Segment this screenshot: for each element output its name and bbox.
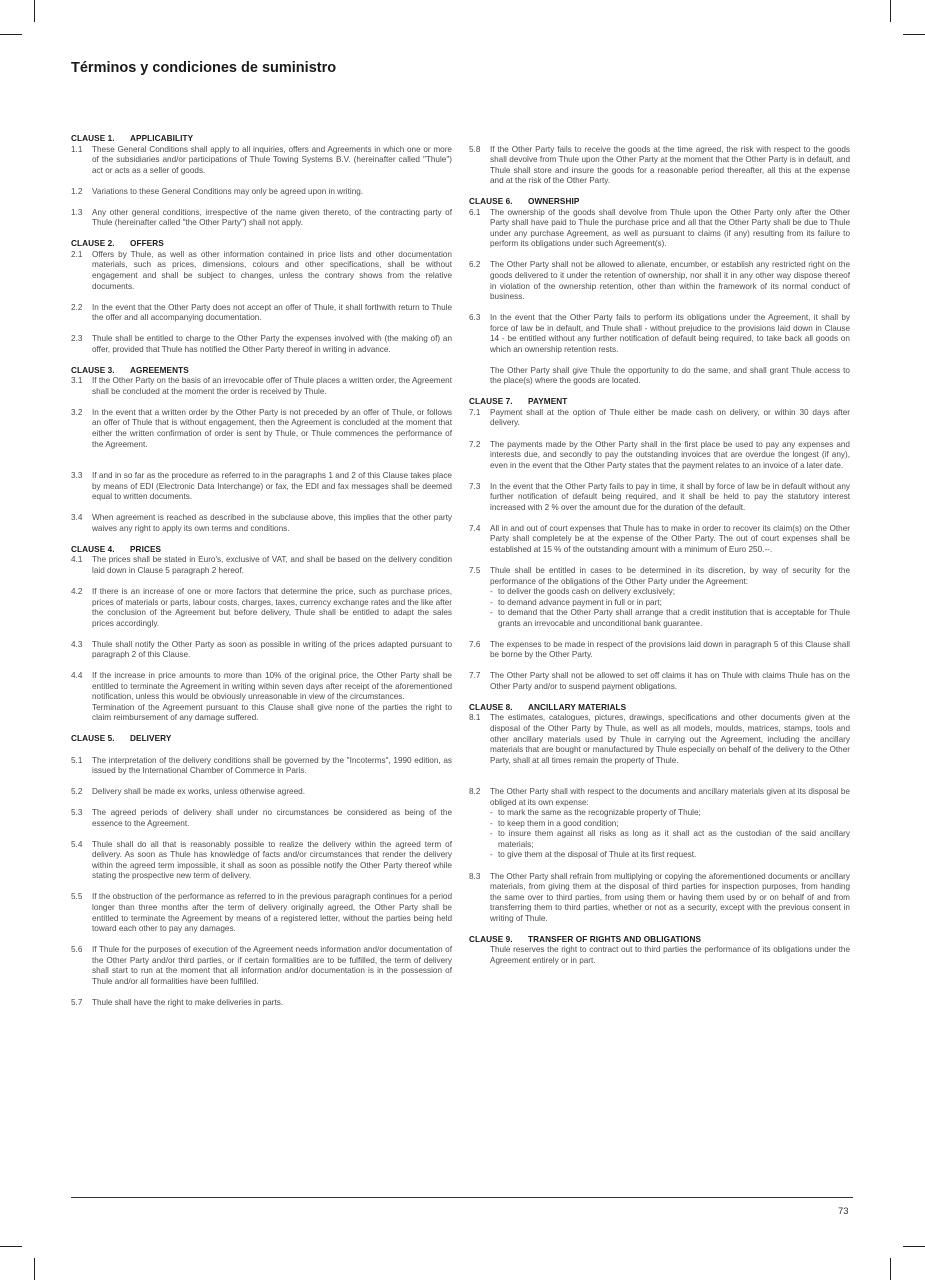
heading-clause-8 <box>469 703 850 714</box>
clause-number: CLAUSE 7. <box>469 397 513 407</box>
clause-title: OWNERSHIP <box>528 197 580 207</box>
item-paragraph: In the event that the Other Party fails to perform its obligations under the Agreement, it shall by force of law be in default, and Thule shall - without prejudice to the provisions laid down in Clause 14 - be entitled without any further notification of default being required, to take back all goods on which an ownership retention rests. <box>490 313 850 354</box>
item-paragraph: The ownership of the goods shall devolve from Thule upon the Other Party only after the Other Party shall have paid to Thule the purchase price and all that the Other Party shall be due to Thule under any purchase Agreement, as well as pursuant to claims (if any) resulting from its failure to perform its obligations under such Agreement(s). <box>490 207 850 249</box>
item-7-6 <box>469 640 850 661</box>
crop-mark <box>0 1246 22 1247</box>
item-paragraph: The payments made by the Other Party shall in the first place be used to pay any expenses and interests due, and secondly to pay the outstanding invoices that are overdue the longest (if any), even in the event that the Other Party states that the payment relates to an invoice of a later date. <box>490 439 850 470</box>
item-paragraph: If there is an increase of one or more factors that determine the price, such as purchase prices, prices of materials or parts, labour costs, charges, taxes, currency exchange rates and the like after the conclusion of the Agreement but before delivery, Thule shall be entitled to adapt the sales prices accordingly. <box>92 586 452 628</box>
item-paragraph: If Thule for the purposes of execution of the Agreement needs information and/or documentation of the Other Party and/or third parties, or if certain formalities are to be fulfilled, the term of delivery shall start to run at the moment that all information and/or documentation is in the possession of Thule and/or all formalities have been fulfilled. <box>92 945 452 986</box>
heading-clause-6 <box>469 197 850 208</box>
clause-number: CLAUSE 2. <box>71 239 115 249</box>
item-paragraph: The estimates, catalogues, pictures, drawings, specifications and other documents given at the disposal of the Other Party by Thule, as well as all models, moulds, matrices, stamps, tools and other ancillary materials used by Thule in carrying out the Agreement, including the ancillary materials that are bought or manufactured by Thule especially on behalf of the delivery to the Other Party, shall at all times remain the property of Thule. <box>490 713 850 765</box>
item-number: 4.1 <box>71 555 83 565</box>
bullet-item: - to demand that the Other Party shall arrange that a credit institution that is acceptable for Thule grants an irrevocable and unconditional bank guarantee. <box>490 608 850 629</box>
heading-clause-2 <box>71 239 452 250</box>
item-number: 4.3 <box>71 639 83 649</box>
item-number: 1.1 <box>71 144 83 154</box>
heading-clause-5 <box>71 734 452 745</box>
item-number: 7.2 <box>469 439 481 449</box>
clause-number: CLAUSE 3. <box>71 365 115 375</box>
item-number: 2.2 <box>71 302 83 312</box>
item-paragraph: The interpretation of the delivery conditions shall be governed by the "Incoterms", 1990 edition, as issued by the International Chamber of Commerce in Paris. <box>92 755 452 776</box>
bullet-item: - to keep them in a good condition; <box>490 819 850 830</box>
item-number: 5.5 <box>71 892 83 902</box>
bullet-item: - to demand advance payment in full or in part; <box>490 598 850 609</box>
item-1-2 <box>71 187 452 198</box>
item-number: 5.6 <box>71 945 83 955</box>
left-column <box>71 134 452 1008</box>
item-number: 8.3 <box>469 871 481 881</box>
page-number: 73 <box>838 1206 849 1217</box>
crop-mark <box>34 1258 35 1280</box>
item-number: 3.2 <box>71 407 83 417</box>
item-number: 5.2 <box>71 787 83 797</box>
item-5-1 <box>71 756 452 777</box>
item-paragraph: Thule shall do all that is reasonably possible to realize the delivery within the agreed term of delivery. As soon as Thule has knowledge of facts and/or circumstances that render the delivery within the agreed term impossible, it shall as soon as possible notify the Other Party thereof while stating the prospective new term of delivery. <box>92 839 452 881</box>
item-paragraph: Thule reserves the right to contract out to third parties the performance of its obligations under the Agreement entirely or in part. <box>490 945 850 965</box>
item-7-2 <box>469 440 850 472</box>
item-6-1 <box>469 208 850 250</box>
item-number: 1.2 <box>71 186 83 196</box>
item-3-2 <box>71 408 452 450</box>
item-paragraph: Thule shall be entitled to charge to the Other Party the expenses involved with (the making of) an offer, provided that Thule has notified the Other Party thereof in writing in advance. <box>92 334 452 354</box>
item-7-7 <box>469 671 850 692</box>
item-number: 7.5 <box>469 565 481 575</box>
item-2-2 <box>71 303 452 324</box>
item-paragraph: Delivery shall be made ex works, unless otherwise agreed. <box>92 787 305 797</box>
item-paragraph: The agreed periods of delivery shall under no circumstances be considered as being of the essence to the Agreement. <box>92 808 452 828</box>
item-paragraph: In the event that a written order by the Other Party is not preceded by an offer of Thule, or follows an offer of Thule that is without engagement, then the Agreement is concluded at the moment that either the written confirmation of order is sent by Thule, or Thule commences the performance of the Agreement. <box>92 407 452 449</box>
item-number: 7.4 <box>469 523 481 533</box>
item-number: 4.4 <box>71 671 83 681</box>
item-paragraph: Thule shall be entitled in cases to be determined in its discretion, by way of security for the performance of the obligations of the Other Party under the Agreement: <box>490 565 850 586</box>
item-5-4 <box>71 840 452 882</box>
item-3-4 <box>71 513 452 534</box>
item-paragraph: Thule shall have the right to make deliveries in parts. <box>92 997 284 1007</box>
item-number: 7.1 <box>469 407 481 417</box>
item-number: 5.8 <box>469 144 481 154</box>
item-paragraph: The Other Party shall give Thule the opportunity to do the same, and shall grant Thule access to the place(s) where the goods are located. <box>490 365 850 386</box>
item-4-2 <box>71 587 452 629</box>
item-number: 6.2 <box>469 260 481 270</box>
item-paragraph: If the Other Party on the basis of an irrevocable offer of Thule places a written order, the Agreement shall be concluded at the moment the order is received by Thule. <box>92 376 452 396</box>
item-paragraph: The Other Party shall not be allowed to alienate, encumber, or establish any restricted right on the goods delivered to it under the retention of ownership, nor shall it in any other way dispose thereof in violation of the ownership retention, other than within the framework of its normal conduct of business. <box>490 260 850 302</box>
heading-clause-4 <box>71 545 452 556</box>
crop-mark <box>903 34 925 35</box>
item-paragraph: The Other Party shall refrain from multiplying or copying the aforementioned documents or ancillary materials, from giving them at the disposal of third parties for inspection purposes, from handing the same over to third parties, from using them or having them used by or on behalf of and from transferring them to third parties, whether or not as a security, except with the previous consent in writing of Thule. <box>490 871 850 923</box>
item-7-5 <box>469 566 850 629</box>
item-number: 1.3 <box>71 207 83 217</box>
item-4-1 <box>71 555 452 576</box>
item-number: 3.4 <box>71 513 83 523</box>
heading-clause-7 <box>469 397 850 408</box>
bullet-item: - to mark the same as the recognizable property of Thule; <box>490 808 850 819</box>
item-paragraph: All in and out of court expenses that Thule has to make in order to recover its claim(s) on the Other Party shall completely be at the expense of the Other Party. The out of court expenses shall be established at 15 % of the outstanding amount with a minimum of Euro 250.--. <box>490 523 850 554</box>
item-paragraph: The expenses to be made in respect of the provisions laid down in paragraph 5 of this Clause shall be borne by the Other Party. <box>490 639 850 660</box>
clause-number: CLAUSE 6. <box>469 197 513 207</box>
item-paragraph: The prices shall be stated in Euro's, exclusive of VAT, and shall be based on the delivery condition laid down in Clause 5 paragraph 2 hereof. <box>92 555 452 575</box>
item-5-8 <box>469 145 850 187</box>
item-paragraph: If the Other Party fails to receive the goods at the time agreed, the risk with respect to the goods shall devolve from Thule upon the Other Party at the moment that the Other Party is in default, and Thule shall store and insure the goods for a reasonable period thereafter, all this at the expense and at the risk of the Other Party. <box>490 144 850 186</box>
heading-clause-3 <box>71 366 452 377</box>
bullet-item: - to insure them against all risks as long as it shall act as the custodian of the said ancillary materials; <box>490 829 850 850</box>
item-number: 7.6 <box>469 639 481 649</box>
item-number: 6.3 <box>469 313 481 323</box>
crop-mark <box>0 34 22 35</box>
clause-title: DELIVERY <box>130 734 172 744</box>
item-4-4 <box>71 671 452 724</box>
item-number: 5.4 <box>71 839 83 849</box>
item-number: 2.3 <box>71 334 83 344</box>
item-paragraph: These General Conditions shall apply to all inquiries, offers and Agreements in which one or more of the subsidiaries and/or participations of Thule Towing Systems B.V. (hereinafter called "Thule") act or acts as a seller of goods. <box>92 144 452 175</box>
item-paragraph: Termination of the Agreement pursuant to this Clause shall give none of the parties the right to claim reimbursement of any damage suffered. <box>92 702 452 723</box>
item-8-2 <box>469 787 850 861</box>
bullet-item: - to deliver the goods cash on delivery exclusively; <box>490 587 850 598</box>
clause-number: CLAUSE 5. <box>71 734 115 744</box>
bullet-item: - to give them at the disposal of Thule at its first request. <box>490 850 850 861</box>
clause-title: PAYMENT <box>528 397 568 407</box>
crop-mark <box>890 0 891 22</box>
clause-number: CLAUSE 9. <box>469 934 513 944</box>
item-6-2 <box>469 260 850 302</box>
footer-divider <box>71 1197 853 1198</box>
item-2-1 <box>71 250 452 292</box>
item-paragraph: When agreement is reached as described in the subclause above, this implies that the other party waives any right to apply its own terms and conditions. <box>92 513 452 533</box>
clause-title: PRICES <box>130 544 162 554</box>
item-3-1 <box>71 376 452 397</box>
item-5-6 <box>71 945 452 987</box>
item-8-3 <box>469 872 850 925</box>
item-number: 7.7 <box>469 671 481 681</box>
clause-number: CLAUSE 8. <box>469 702 513 712</box>
item-paragraph: If and in so far as the procedure as referred to in the paragraphs 1 and 2 of this Clause takes place by means of EDI (Electronic Data Interchange) or fax, the EDI and fax messages shall be deemed equal to written documents. <box>92 471 452 502</box>
clause-title: APPLICABILITY <box>130 134 194 143</box>
crop-mark <box>890 1258 891 1280</box>
item-1-3 <box>71 208 452 229</box>
item-6-3 <box>469 313 850 387</box>
clause-number: CLAUSE 4. <box>71 544 115 554</box>
page-title: Términos y condiciones de suministro <box>71 60 337 76</box>
item-8-1 <box>469 713 850 766</box>
item-paragraph: Payment shall at the option of Thule either be made cash on delivery, or within 30 days after delivery. <box>490 407 850 428</box>
item-5-7 <box>71 998 452 1009</box>
item-number: 8.1 <box>469 713 481 723</box>
item-5-5 <box>71 892 452 934</box>
item-4-3 <box>71 640 452 661</box>
item-number: 7.3 <box>469 481 481 491</box>
clause-title: TRANSFER OF RIGHTS AND OBLIGATIONS <box>528 934 702 944</box>
item-paragraph: If the increase in price amounts to more than 10% of the original price, the Other Party shall be entitled to terminate the Agreement in writing within seven days after receipt of the aforementioned notification, unless this would be obviously unreasonable in view of the circumstances. <box>92 671 452 702</box>
item-2-3 <box>71 334 452 355</box>
clause-title: OFFERS <box>130 239 164 249</box>
item-paragraph: The Other Party shall with respect to the documents and ancillary materials given at its disposal be obliged at its own expense: <box>490 787 850 807</box>
item-number: 3.1 <box>71 376 83 386</box>
item-7-1 <box>469 408 850 429</box>
item-paragraph: Thule shall notify the Other Party as soon as possible in writing of the prices adapted pursuant to paragraph 2 of this Clause. <box>92 639 452 660</box>
crop-mark <box>903 1246 925 1247</box>
item-paragraph: If the obstruction of the performance as referred to in the previous paragraph continues for a period longer than three months after the term of delivery originally agreed, the Other Party shall be entitled to terminate the Agreement by means of a registered letter, without the parties being held toward each other to pay any damages. <box>92 892 452 934</box>
item-number: 3.3 <box>71 471 83 481</box>
item-number: 5.7 <box>71 997 83 1007</box>
item-7-3 <box>469 482 850 514</box>
item-paragraph: Variations to these General Conditions may only be agreed upon in writing. <box>92 186 364 196</box>
item-9-0 <box>469 945 850 966</box>
item-number: 5.3 <box>71 808 83 818</box>
clause-number: CLAUSE 1. <box>71 134 115 143</box>
clause-title: AGREEMENTS <box>130 365 189 375</box>
item-paragraph: In the event that the Other Party fails to pay in time, it shall by force of law be in default without any further notification of default being required, and it shall be held to pay the statutory interest increased with 2 % over the amount due for the duration of the default. <box>490 481 850 512</box>
heading-clause-1 <box>71 134 452 145</box>
right-column <box>469 134 850 966</box>
item-paragraph: Any other general conditions, irrespective of the name given thereto, of the contracting party of Thule (hereinafter called "the Other Party") shall not apply. <box>92 207 452 228</box>
crop-mark <box>34 0 35 22</box>
item-3-3 <box>71 471 452 503</box>
item-5-3 <box>71 808 452 829</box>
item-paragraph: In the event that the Other Party does not accept an offer of Thule, it shall forthwith return to Thule the offer and all accompanying documentation. <box>92 302 452 323</box>
item-5-2 <box>71 787 452 798</box>
item-paragraph: The Other Party shall not be allowed to set off claims it has on Thule with claims Thule has on the Other Party and/or to suspend payment obligations. <box>490 671 850 691</box>
item-paragraph: Offers by Thule, as well as other information contained in price lists and other documentation materials, such as prices, dimensions, colours and other specifications, shall be without engagement and shall be subject to changes, unless the contrary shows from the relative documents. <box>92 249 452 291</box>
item-1-1 <box>71 145 452 177</box>
item-number: 8.2 <box>469 787 481 797</box>
heading-clause-9 <box>469 935 850 946</box>
item-number: 4.2 <box>71 586 83 596</box>
item-7-4 <box>469 524 850 556</box>
item-number: 5.1 <box>71 755 83 765</box>
item-number: 6.1 <box>469 207 481 217</box>
item-number: 2.1 <box>71 249 83 259</box>
clause-title: ANCILLARY MATERIALS <box>528 702 627 712</box>
